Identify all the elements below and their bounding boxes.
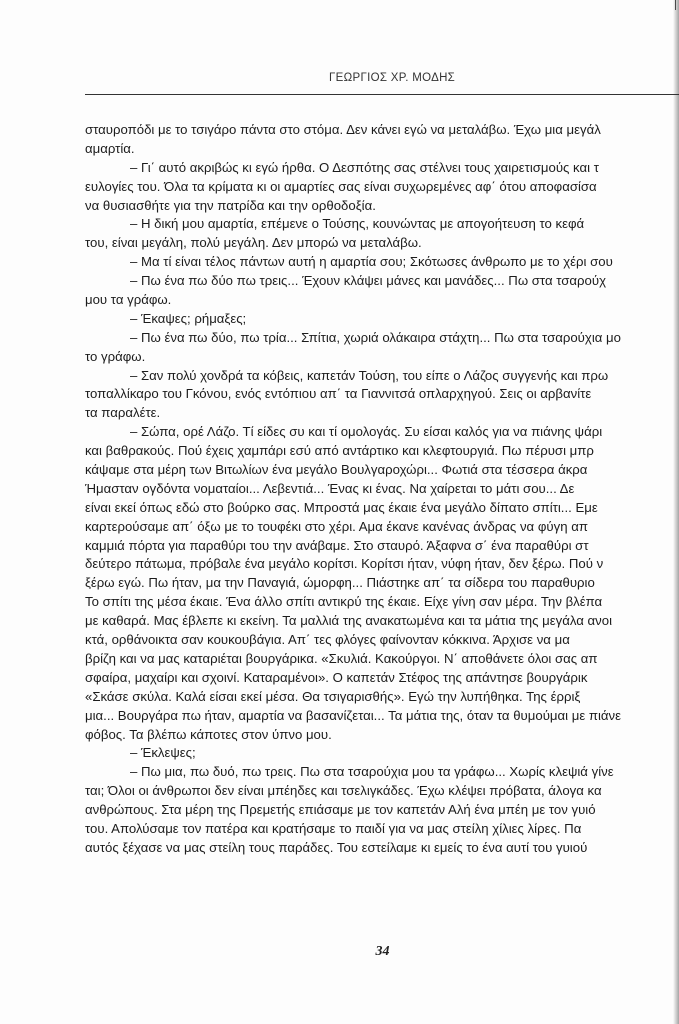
text-line: Το σπίτι της μέσα έκαιε. Ένα άλλο σπίτι αντικρύ της έκαιε. Είχε γίνη σαν μέρα. Την βλέπα (85, 594, 603, 610)
text-line: – Μα τί είναι τέλος πάντων αυτή η αμαρτία σου; Σκότωσες άνθρωπο με το χέρι σου (130, 254, 613, 270)
text-line: – Έκλεψες; (130, 745, 196, 761)
text-line: του, είναι μεγάλη, πολύ μεγάλη. Δεν μπορώ να μεταλάβω. (85, 235, 422, 251)
text-line: αυτός ξέχασε να μας στείλη τους παράδες. Του εστείλαμε κι εμείς το ένα αυτί του γυιού (85, 839, 588, 855)
text-line: σφαίρα, μαχαίρι και σχοινί. Καταραμένοι». Ο καπετάν Στέφος της απάντησε βουργάρικ (85, 669, 588, 685)
text-line: κάψαμε στα μέρη των Βιτωλίων ένα μεγάλο Βουλγαροχώρι... Φωτιά στα τέσσερα άκρα (85, 462, 588, 478)
text-line: του. Απολύσαμε τον πατέρα και κρατήσαμε το παιδί για να μας στείλη χίλιες λίρες. Πα (85, 820, 582, 836)
text-line: – Η δική μου αμαρτία, επέμενε ο Τούσης, κουνώντας με απογοήτευση το κεφά (130, 216, 585, 232)
text-line: – Γι΄ αυτό ακριβώς κι εγώ ήρθα. Ο Δεσπότης σας στέλνει τους χαιρετισμούς και τ (130, 159, 599, 175)
text-line: και βαθρακούς. Πού έχεις χαμπάρι εσύ από αντάρτικο και κλεφτουργιά. Πω πέρυσι μπρ (85, 443, 594, 459)
text-line: μου τα γράφω. (85, 292, 172, 308)
text-line: δεύτερο πάτωμα, πρόβαλε ένα μεγάλο κορίτσι. Κορίτσι ήταν, νύφη ήταν, δεν ξέρω. Πού ν (85, 556, 604, 572)
text-line: φόβος. Τα βλέπω κάποτες στον ύπνο μου. (85, 726, 332, 742)
text-line: – Πω ένα πω δύο, πω τρία... Σπίτια, χωριά ολάκαιρα στάχτη... Πω στα τσαρούχια μο (130, 329, 621, 345)
running-title: ΓΕΩΡΓΙΟΣ ΧΡ. ΜΟΔΗΣ (329, 72, 456, 84)
text-line: κτά, ορθάνοικτα σαν κουκουβάγια. Απ΄ τες φλόγες φαίνονταν κόκκινα. Άρχισε να μα (85, 632, 570, 648)
text-line: τα παραλέτε. (85, 405, 161, 421)
text-line: με καθαρά. Μας έβλεπε κι εκείνη. Τα μαλλιά της ανακατωμένα και τα μάτια της μεγάλα ανοι (85, 613, 612, 629)
text-line: – Πω ένα πω δύο πω τρεις... Έχουν κλάψει μάνες και μανάδες... Πω στα τσαρούχ (130, 273, 606, 289)
text-line: αμαρτία. (85, 140, 135, 156)
text-line: Ήμασταν ογδόντα νοματαίοι... Λεβεντιά... Ένας κι ένας. Να χαίρεται το μάτι σου... Δε (85, 480, 575, 496)
text-line: σταυροπόδι με το τσιγάρο πάντα στο στόμα. Δεν κάνει εγώ να μεταλάβω. Έχω μια μεγάλ (85, 122, 601, 137)
text-line: «Σκάσε σκύλα. Καλά είσαι εκεί μέσα. Θα τσιγαρισθής». Εγώ την λυπήθηκα. Της έρριξ (85, 688, 581, 704)
text-line: τοπαλλίκαρο του Γκόνου, ενός εντόπιου απ΄ τα Γιαννιτσά οπλαρχηγού. Σεις οι αρβανίτε (85, 386, 592, 402)
text-line: ανθρώπους. Στα μέρη της Πρεμετής επιάσαμε με τον καπετάν Αλή ένα μπέη με τον γυιό (85, 802, 596, 818)
text-line: το γράφω. (85, 348, 146, 364)
text-line: μια... Βουργάρα πω ήταν, αμαρτία να βασανίζεται... Τα μάτια της, όταν τα θυμούμαι με πιάνε (85, 707, 621, 723)
text-line: – Πω μια, πω δυό, πω τρεις. Πω στα τσαρούχια μου τα γράφω... Χωρίς κλεψιά γίνε (130, 764, 614, 780)
header-rule (85, 94, 679, 95)
text-line: ται; Όλοι οι άνθρωποι δεν είναι μπέηδες και τσελιγκάδες. Έχω κλέψει πρόβατα, άλογα κα (85, 783, 602, 799)
text-line: – Σαν πολύ χονδρά τα κόβεις, καπετάν Τούση, του είπε ο Λάζος συγγενής και πρω (130, 367, 609, 383)
text-line: βρίζη και να μας καταριέται βουργάρικα. «Σκυλιά. Κακούργοι. Ν΄ αποθάνετε όλοι σας απ (85, 650, 598, 666)
body-text (85, 121, 679, 911)
text-line: καμμιά πόρτα για παραθύρι του την ανάβαμε. Στο σταυρό. Άξαφνα σ΄ ένα παραθύρι στ (85, 537, 589, 553)
text-line: είναι εκεί όπως εδώ στο βούρκο σας. Μπροστά μας έκαιε ένα μεγάλο δίπατο σπίτι... Εμε (85, 499, 598, 515)
text-line: να θυσιασθήτε για την πατρίδα και την ορθοδοξία. (85, 197, 376, 213)
text-line: ξέρω εγώ. Πω ήταν, μα την Παναγιά, ώμορφη... Πιάστηκε απ΄ τα σίδερα του παραθυριο (85, 575, 595, 591)
text-line: καρτερούσαμε απ΄ όξω με το τουφέκι στο χέρι. Αμα έκανε κανένας άνδρας να φύγη απ (85, 518, 588, 534)
page-number: 34 (375, 944, 390, 959)
text-line: ευλογίες του. Όλα τα κρίματα κι οι αμαρτίες σας είναι συχωρεμένες αφ΄ ότου αποφασίσα (85, 178, 597, 194)
text-line: – Έκαψες; ρήμαξες; (130, 310, 247, 326)
text-line: – Σώπα, ορέ Λάζο. Τί είδες συ και τί ομολογάς. Συ είσαι καλός για να πιάνης ψάρι (130, 424, 603, 440)
